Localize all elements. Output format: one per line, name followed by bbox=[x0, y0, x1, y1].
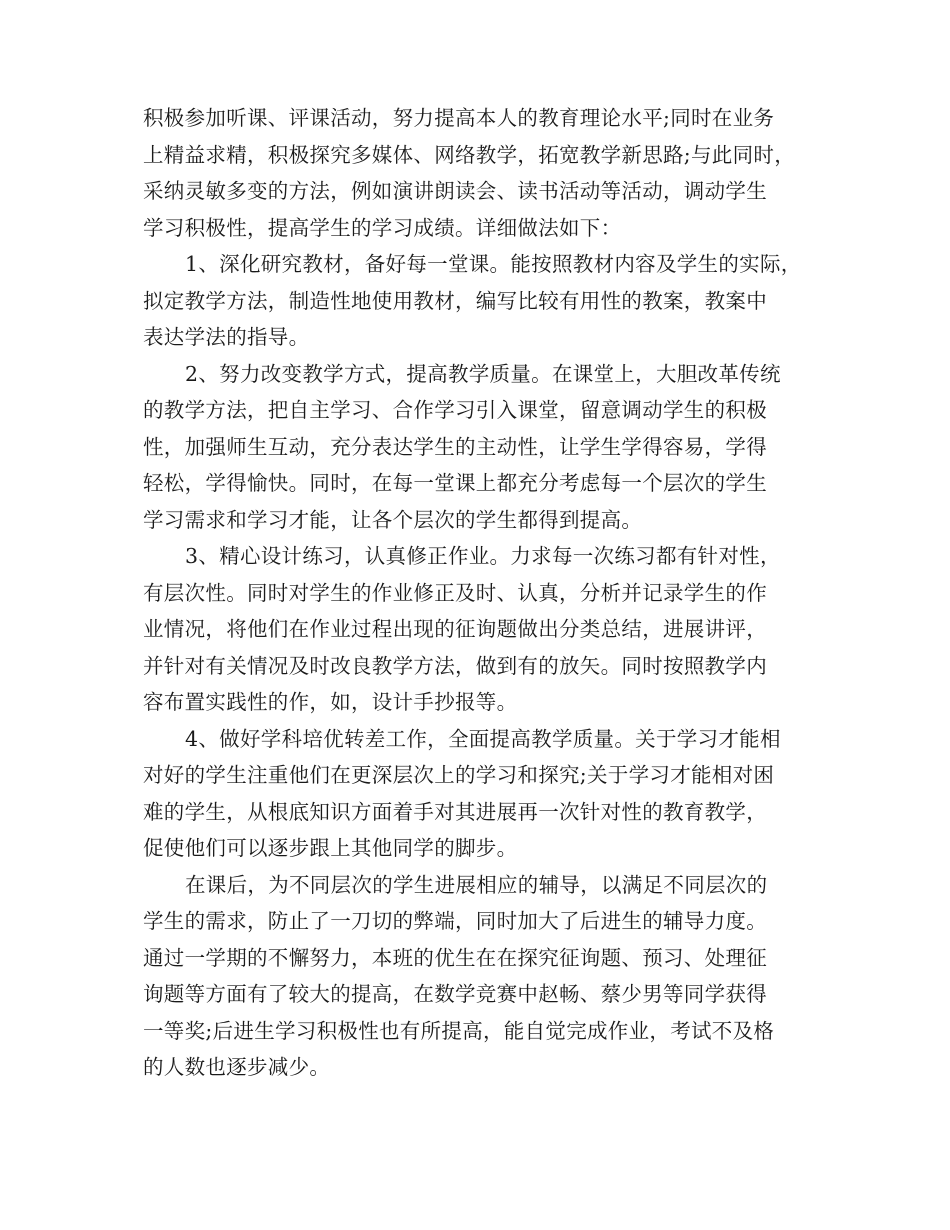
paragraph-start-line: 3、精心设计练习，认真修正作业。力求每一次练习都有针对性， bbox=[185, 544, 781, 568]
text-line: 并针对有关情况及时改良教学方法，做到有的放矢。同时按照教学内 bbox=[143, 653, 767, 678]
text-line: 有层次性。同时对学生的作业修正及时、认真，分析并记录学生的作 bbox=[143, 580, 767, 605]
text-line: 促使他们可以逐步跟上其他同学的脚步。 bbox=[143, 836, 518, 860]
paragraph-start-line: 2、努力改变教学方式，提高教学质量。在课堂上，大胆改革传统 bbox=[185, 361, 781, 386]
text-line: 采纳灵敏多变的方法，例如演讲朗读会、读书活动等活动，调动学生 bbox=[143, 179, 767, 203]
text-line: 业情况，将他们在作业过程出现的征询题做出分类总结，进展讲评， bbox=[143, 617, 767, 641]
text-line: 通过一学期的不懈努力，本班的优生在在探究征询题、预习、处理征 bbox=[143, 945, 767, 970]
text-line: 性，加强师生互动，充分表达学生的主动性，让学生学得容易，学得 bbox=[143, 434, 767, 459]
document-page bbox=[143, 100, 808, 1086]
text-line: 对好的学生注重他们在更深层次上的学习和探究;关于学习才能相对困 bbox=[143, 763, 775, 787]
text-line: 学生的需求，防止了一刀切的弊端，同时加大了后进生的辅导力度。 bbox=[143, 909, 767, 933]
text-line: 学习积极性，提高学生的学习成绩。详细做法如下： bbox=[143, 215, 622, 240]
text-line: 轻松，学得愉快。同时，在每一堂课上都充分考虑每一个层次的学生 bbox=[143, 471, 767, 495]
text-line: 学习需求和学习才能，让各个层次的学生都得到提高。 bbox=[143, 507, 643, 532]
text-line: 一等奖;后进生学习积极性也有所提高，能自觉完成作业，考试不及格 bbox=[143, 1018, 775, 1043]
paragraph-start-line: 4、做好学科培优转差工作，全面提高教学质量。关于学习才能相 bbox=[185, 726, 781, 751]
paragraph-start-line: 1、深化研究教材，备好每一堂课。能按照教材内容及学生的实际， bbox=[185, 252, 802, 276]
paragraph-start-line: 在课后，为不同层次的学生进展相应的辅导，以满足不同层次的 bbox=[185, 872, 768, 897]
text-line: 难的学生，从根底知识方面着手对其进展再一次针对性的教育教学， bbox=[143, 799, 767, 824]
text-line: 询题等方面有了较大的提高，在数学竞赛中赵畅、蔡少男等同学获得 bbox=[143, 982, 767, 1006]
text-line: 拟定教学方法，制造性地使用教材，编写比较有用性的教案，教案中 bbox=[143, 288, 767, 313]
text-line: 的教学方法，把自主学习、合作学习引入课堂，留意调动学生的积极 bbox=[143, 398, 767, 422]
text-line: 积极参加听课、评课活动，努力提高本人的教育理论水平;同时在业务 bbox=[143, 106, 775, 130]
text-line: 上精益求精，积极探究多媒体、网络教学，拓宽教学新思路;与此同时， bbox=[143, 142, 796, 167]
text-line: 表达学法的指导。 bbox=[143, 325, 310, 349]
text-line: 的人数也逐步减少。 bbox=[143, 1055, 331, 1079]
text-line: 容布置实践性的作，如，设计手抄报等。 bbox=[143, 690, 518, 714]
